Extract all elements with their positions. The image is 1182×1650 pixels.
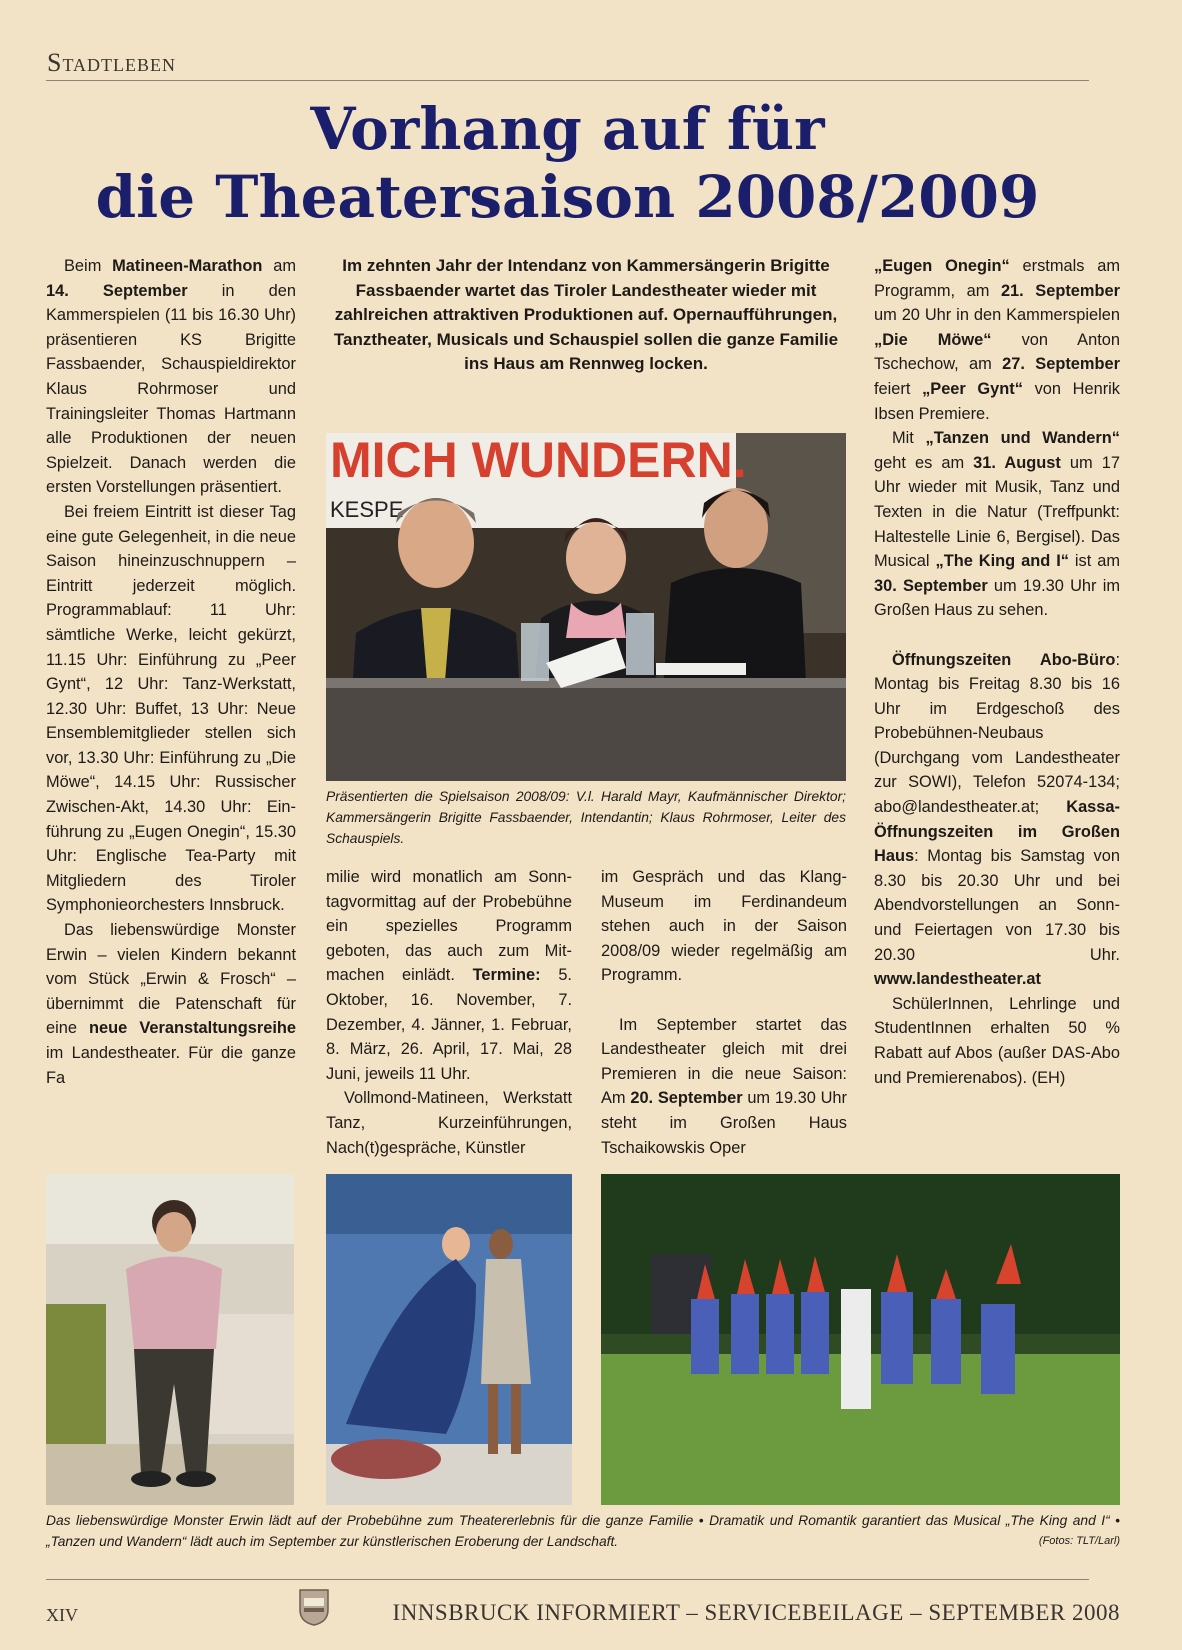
section-label: Stadtleben — [47, 48, 176, 77]
press-conference-illustration — [326, 433, 846, 781]
monster-erwin-photo — [46, 1174, 294, 1505]
king-and-i-illustration — [326, 1174, 572, 1505]
headline — [46, 95, 1089, 231]
top-photo-caption: Präsentierten die Spielsaison 2008/09: V.l. Harald Mayr, Kaufmännischer Direktor; Kammersängerin Brigitte Fassbaender, Intendantin; Klaus Rohrmoser, Leiter des Schauspiels. — [326, 789, 846, 846]
article-column-mid-1: milie wird monatlich am Sonntagvormittag auf der Probebühne ein spezielles Programm geboten, das auch zum Mitmachen einlädt. Termine: 5. Oktober, 16. November, 7. Dezember, 4. Jänner, 1. Februar, 8. März, 26. April, 17. Mai, 28 Juni, jeweils 11 Uhr. Vollmond-Matineen, Werkstatt Tanz, Kurzeinführungen, Nach(t)gespräche, Künstler — [326, 868, 572, 1157]
headline-line-1: Vorhang auf für — [310, 95, 825, 163]
top-rule — [46, 80, 1089, 81]
bottom-rule — [46, 1579, 1089, 1580]
press-conference-photo — [326, 433, 846, 781]
gnomes-dance-illustration — [601, 1174, 1120, 1505]
photo-credit: (Fotos: TLT/Larl) — [1038, 1535, 1120, 1547]
article-column-right: „Eugen Onegin“ erstmals am Programm, am 21. September um 20 Uhr in den Kammerspielen „Die Möwe“ von Anton Tschechow, am 27. September feiert „Peer Gynt“ von Henrik Ibsen Premiere. Mit „Tanzen und Wandern“ geht es am 31. August um 17 Uhr wieder mit Musik, Tanz und Texten in die Natur (Treffpunkt: Haltestelle Linie 6, Bergisel). Das Musical „The King and I“ ist am 30. September um 19.30 Uhr im Großen Haus zu sehen. Öffnungszeiten Abo-Büro: Montag bis Freitag 8.30 bis 16 Uhr im Erdgeschoß des Probebühnen-Neubaus (Durchgang vom Landestheater zur SOWI), Telefon 52074-134; abo@landestheater.at; Kassa-Öffnungszeiten im Großen Haus: Montag bis Samstag von 8.30 bis 20.30 Uhr und bei Abendvorstellungen an Sonn- und Feiertagen von 17.30 bis 20.30 Uhr. www.landestheater.at SchülerInnen, Lehrlinge und StudentInnen erhalten 50 % Rabatt auf Abos (außer DAS-Abo und Premierenabos). (EH) — [874, 257, 1121, 1087]
lead-paragraph: Im zehnten Jahr der Intendanz von Kammersängerin Brigitte Fassbaender wartet das Tiroler Landestheater wieder mit zahlreichen attraktiven Produktionen auf. Opernaufführungen, Tanztheater, Musicals und Schauspiel sollen die ganze Familie ins Haus am Rennweg locken. — [333, 256, 839, 374]
king-and-i-photo — [326, 1174, 572, 1505]
page-number: XIV — [46, 1605, 78, 1625]
banner-subtext: KESPE — [330, 497, 404, 522]
banner-text: MICH WUNDERN. — [330, 433, 747, 488]
article-column-mid-2: im Gespräch und das Klang-Museum im Ferdinandeum stehen auch in der Saison 2008/09 wieder regelmäßig am Programm. Im September startet das Landestheater gleich mit drei Premieren in die neue Saison: Am 20. September um 19.30 Uhr steht im Großen Haus Tschaikowskis Oper — [601, 868, 847, 1157]
innsbruck-crest-icon — [298, 1588, 330, 1626]
article-column-left: Beim Matineen-Marathon am 14. September in den Kammerspielen (11 bis 16.30 Uhr) präsentieren KS Brigitte Fassbaender, Schauspieldirektor Klaus Rohrmoser und Trainingsleiter Thomas Hartmann alle Produktionen der neuen Spielzeit. Danach werden die ersten Vorstellungen präsentiert. Bei freiem Eintritt ist dieser Tag eine gute Gelegenheit, in die neue Saison hineinzuschnuppern – Eintritt jederzeit möglich. Programmablauf: 11 Uhr: sämtliche Werke, leicht gekürzt, 11.15 Uhr: Einführung zu „Peer Gynt“, 12 Uhr: Tanz-Werkstatt, 12.30 Uhr: Buffet, 13 Uhr: Neue Ensemblemitglieder stellen sich vor, 13.30 Uhr: Einführung zu „Die Möwe“, 14.15 Uhr: Russischer Zwischen-Akt, 14.30 Uhr: Einführung zu „Eugen Onegin“, 15.30 Uhr: Englische Tea-Party mit Mitgliedern des Tiroler Symphonieorchesters Innsbruck. Das liebenswürdige Monster Erwin – vielen Kindern bekannt vom Stück „Erwin & Frosch“ – übernimmt die Patenschaft für eine neue Veranstaltungsreihe im Landestheater. Für die ganze Fa — [46, 257, 296, 1087]
bottom-caption-text: Das liebenswürdige Monster Erwin lädt auf der Probebühne zum Theatererlebnis für die ganze Familie • Dramatik und Romantik garantiert das Musical „The King and I“ • „Tanzen und Wandern“ lädt auch im September zur künstlerischen Eroberung der Landschaft. — [46, 1513, 1120, 1549]
headline-line-2: die Theatersaison 2008/2009 — [95, 163, 1040, 231]
bottom-photo-caption — [46, 1510, 1120, 1552]
tanzen-und-wandern-photo — [601, 1174, 1120, 1505]
publication-footer: INNSBRUCK INFORMIERT – SERVICEBEILAGE – SEPTEMBER 2008 — [392, 1600, 1120, 1625]
monster-erwin-illustration — [46, 1174, 294, 1505]
